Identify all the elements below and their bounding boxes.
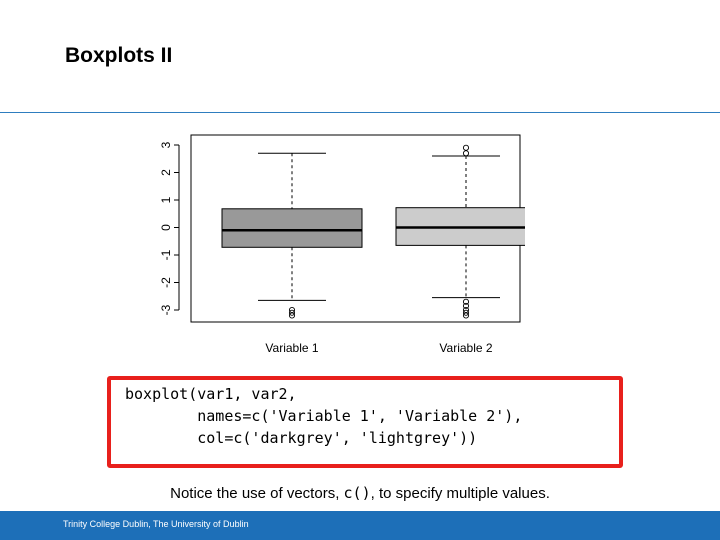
y-tick-label: 2	[159, 169, 173, 176]
slide-title: Boxplots II	[65, 44, 173, 67]
footer-bar	[0, 511, 720, 540]
y-tick-label: 0	[159, 224, 173, 231]
footer-text: Trinity College Dublin, The University of Dublin	[63, 519, 249, 529]
note-before: Notice the use of vectors,	[170, 485, 344, 502]
code-line-1: boxplot(var1, var2,	[125, 385, 297, 403]
code-line-3: col=c('darkgrey', 'lightgrey'))	[125, 429, 478, 447]
y-tick-label: 1	[159, 196, 173, 204]
code-line-2: names=c('Variable 1', 'Variable 2'),	[125, 407, 523, 425]
outlier-point	[463, 151, 468, 156]
outlier-point	[463, 145, 468, 150]
x-category-label: Variable 1	[265, 341, 319, 355]
y-tick-label: 3	[159, 141, 173, 149]
x-category-label: Variable 2	[439, 341, 493, 355]
title-divider	[0, 112, 720, 113]
note-after: , to specify multiple values.	[370, 485, 550, 502]
boxplot-chart	[155, 130, 525, 360]
box	[222, 209, 362, 248]
note-code: c()	[343, 484, 371, 502]
y-tick-label: -3	[159, 304, 173, 316]
y-tick-label: -2	[159, 277, 173, 288]
note-text	[0, 484, 720, 502]
y-tick-label: -1	[159, 249, 173, 261]
